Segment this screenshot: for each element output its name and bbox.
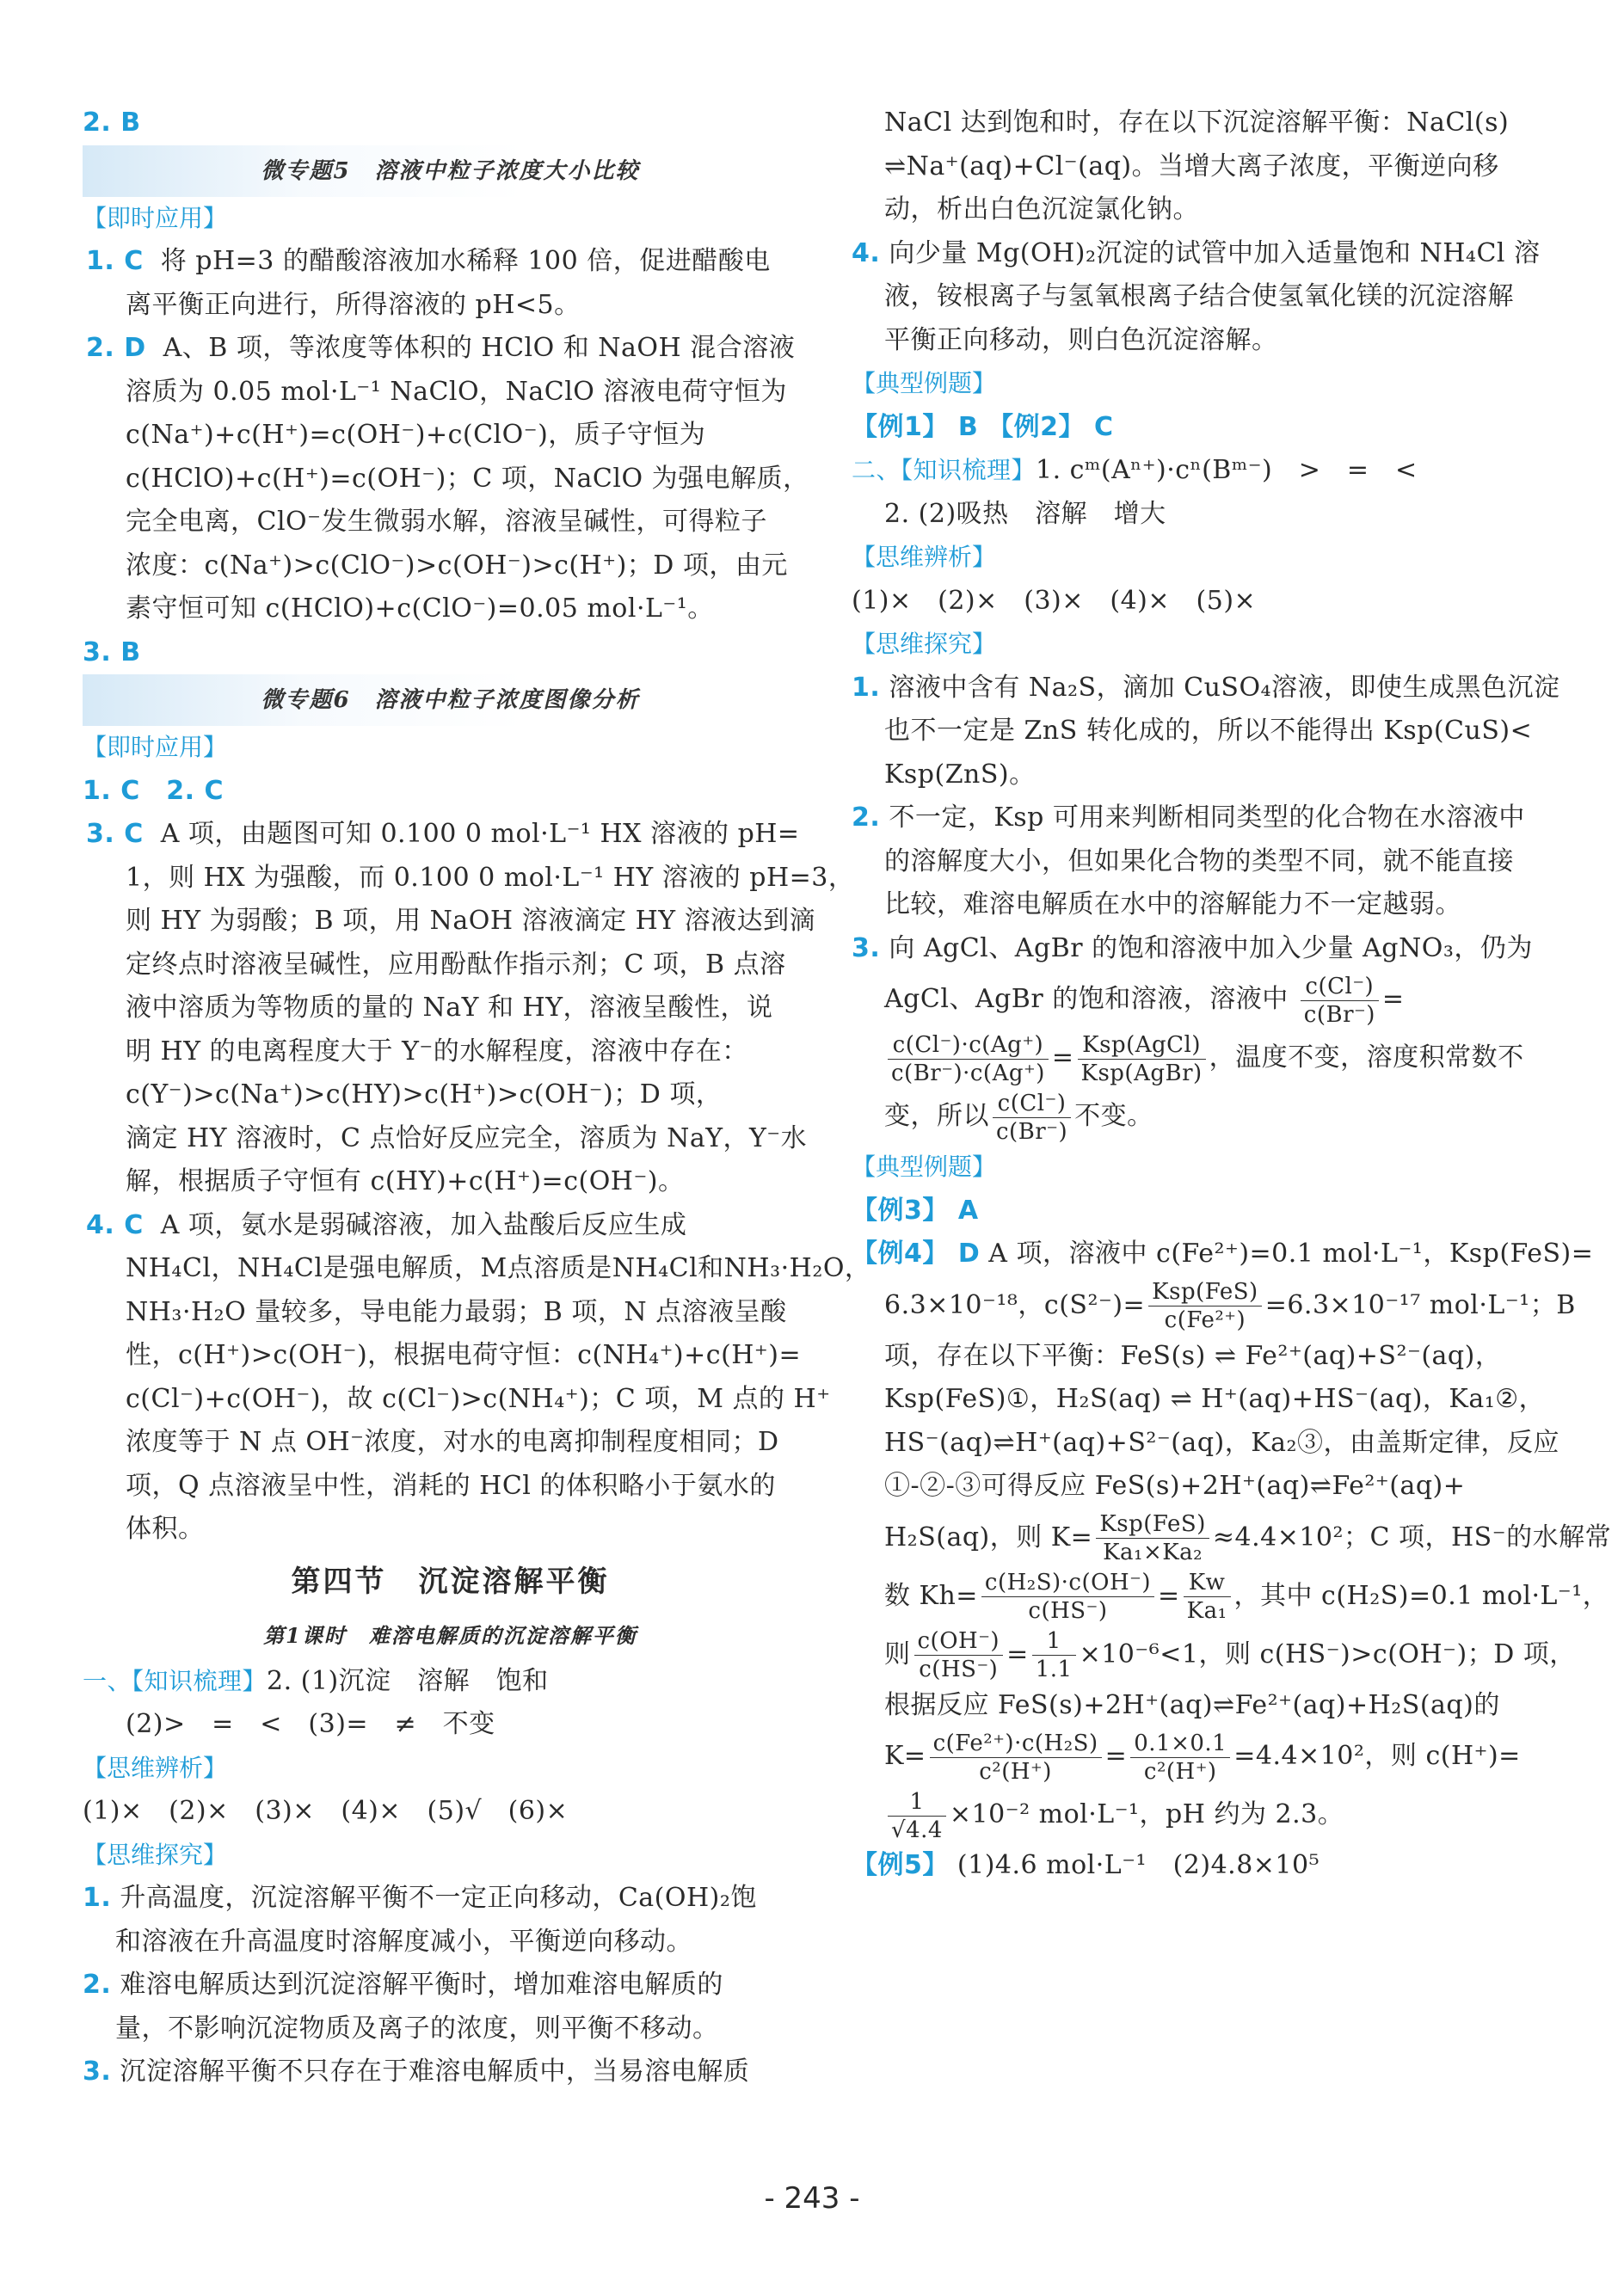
answer-line: 【例1】 B 【例2】 C — [852, 411, 1114, 442]
answer-line: 1. 溶液中含有 Na₂S，滴加 CuSO₄溶液，即使生成黑色沉淀 — [852, 672, 1560, 703]
answer-line: 3. 沉淀溶解平衡不只存在于难溶电解质中，当易溶电解质 — [83, 2057, 750, 2087]
answer-line: 则 HY 为弱酸；B 项，用 NaOH 溶液滴定 HY 溶液达到滴 — [126, 906, 816, 936]
answer-line: NH₄Cl，NH₄Cl是强电解质，M点溶质是NH₄Cl和NH₃·H₂O， — [126, 1253, 871, 1283]
answer-line: 3. C A 项，由题图可知 0.100 0 mol·L⁻¹ HX 溶液的 pH= — [86, 819, 800, 849]
answer-line: 素守恒可知 c(HClO)+c(ClO⁻)=0.05 mol·L⁻¹。 — [126, 593, 714, 624]
right-column — [852, 101, 1612, 1888]
fraction: $\frac{1}{1.1}$ — [1032, 1627, 1076, 1683]
fraction: $\frac{1}{√4.4}$ — [888, 1788, 946, 1844]
answer-line: 2. (2)吸热 溶解 增大 — [884, 498, 1166, 529]
answer-line: 1. 升高温度，沉淀溶解平衡不一定正向移动，Ca(OH)₂饱 — [83, 1883, 757, 1913]
answer-line: NaCl 达到饱和时，存在以下沉淀溶解平衡：NaCl(s) — [884, 108, 1510, 138]
topic-heading: 微专题5 溶液中粒子浓度大小比较 — [83, 145, 818, 197]
fraction: $\frac{c(Cl^-)}{c(Br^-)}$ — [1301, 973, 1379, 1029]
answer-line: 3. B — [83, 636, 141, 667]
answer-line: c(Y⁻)>c(Na⁺)>c(HY)>c(H⁺)>c(OH⁻)；D 项， — [126, 1079, 723, 1110]
fraction: $\frac{c(Cl^-)}{c(Br^-)}$ — [993, 1090, 1071, 1146]
topic-heading: 微专题6 溶液中粒子浓度图像分析 — [83, 674, 818, 726]
section-tag: 【思维辨析】 — [83, 1753, 228, 1782]
section-tag: 【即时应用】 — [83, 733, 228, 761]
answer-line: 4. C A 项，氨水是弱碱溶液，加入盐酸后反应生成 — [86, 1209, 687, 1240]
answer-line: 3. 向 AgCl、AgBr 的饱和溶液中加入少量 AgNO₃，仍为 — [852, 932, 1533, 963]
answer-line: 浓度：c(Na⁺)>c(ClO⁻)>c(OH⁻)>c(H⁺)；D 项，由元 — [126, 550, 788, 581]
fraction: $\frac{c(Cl^-)\cdot c(Ag^+)}{c(Br^-)\cdot c(Ag^+)}$ — [888, 1031, 1049, 1087]
answer-line: 动，析出白色沉淀氯化钠。 — [884, 194, 1199, 224]
fraction: $\frac{c(OH^-)}{c(HS^-)}$ — [914, 1627, 1004, 1683]
answer-line: 二、【知识梳理】1. cᵐ(Aⁿ⁺)·cⁿ(Bᵐ⁻) > = < — [852, 455, 1418, 485]
answer-line: c(Cl⁻)+c(OH⁻)，故 c(Cl⁻)>c(NH₄⁺)；C 项，M 点的 H⁺ — [126, 1383, 831, 1414]
answer-line: HS⁻(aq)⇌H⁺(aq)+S²⁻(aq)，Ka₂③，由盖斯定律，反应 — [884, 1427, 1560, 1458]
answer-line: 2. 不一定，Ksp 可用来判断相同类型的化合物在水溶液中 — [852, 802, 1525, 833]
answer-line: 性，c(H⁺)>c(OH⁻)，根据电荷守恒：c(NH₄⁺)+c(H⁺)= — [126, 1340, 802, 1370]
answer-line: 数 Kh= $\frac{\text{c(H₂S)·c(OH⁻)}}{c(HS^-)}$ = $\frac{Kw}{\text{Ka₁}}$ ，其中 c(H₂S)=0.1 mol·L⁻¹， — [884, 1570, 1609, 1624]
answer-line: Ksp(ZnS)。 — [884, 759, 1036, 790]
left-column — [83, 101, 871, 2094]
answer-line: ①-②-③可得反应 FeS(s)+2H⁺(aq)⇌Fe²⁺(aq)+ — [884, 1471, 1466, 1501]
section-tag: 【典型例题】 — [852, 1153, 997, 1181]
answer-line: 一、【知识梳理】2. (1)沉淀 溶解 饱和 — [83, 1665, 549, 1696]
answer-line: 也不一定是 ZnS 转化成的，所以不能得出 Ksp(CuS)< — [884, 716, 1533, 746]
answer-line: c(Na⁺)+c(H⁺)=c(OH⁻)+c(ClO⁻)，质子守恒为 — [126, 420, 706, 450]
answer-line: 2. D A、B 项，等浓度等体积的 HClO 和 NaOH 混合溶液 — [86, 333, 796, 363]
answer-line: 浓度等于 N 点 OH⁻浓度，对水的电离抑制程度相同；D — [126, 1427, 779, 1457]
answer-line: 项，存在以下平衡：FeS(s) ⇌ Fe²⁺(aq)+S²⁻(aq)， — [884, 1340, 1502, 1371]
answer-line: 变，所以 $\frac{c(Cl^-)}{c(Br^-)}$ 不变。 — [884, 1090, 1153, 1145]
section-tag: 【典型例题】 — [852, 369, 997, 397]
answer-line: 【例3】 A — [852, 1195, 979, 1226]
answer-line: 液中溶质为等物质的量的 NaY 和 HY，溶液呈酸性，说 — [126, 993, 773, 1023]
fraction: $\frac{0.1\times 0.1}{\text{c²(H⁺)}}$ — [1130, 1730, 1230, 1786]
answer-line: 完全电离，ClO⁻发生微弱水解，溶液呈碱性，可得粒子 — [126, 507, 767, 537]
answer-line: K= $\frac{\text{c(Fe²⁺)·c(H₂S)}}{\text{c²(H⁺)}}$ = $\frac{0.1\times 0.1}{\text{c²(H⁺)}}$ =4.4×10²，则 c(H⁺)= — [884, 1730, 1521, 1785]
answer-line: 2. B — [83, 108, 141, 138]
answer-line: 解，根据质子守恒有 c(HY)+c(H⁺)=c(OH⁻)。 — [126, 1166, 685, 1196]
answer-line: 则 $\frac{c(OH^-)}{c(HS^-)}$ = $\frac{1}{1.1}$ ×10⁻⁶<1，则 c(HS⁻)>c(OH⁻)；D 项， — [884, 1628, 1576, 1682]
answer-line: 【例4】 D A 项，溶液中 c(Fe²⁺)=0.1 mol·L⁻¹，Ksp(FeS)= — [852, 1239, 1594, 1269]
answer-line: 1. C 2. C — [83, 775, 224, 806]
page-number: - 243 - — [764, 2181, 860, 2216]
answer-line: (1)× (2)× (3)× (4)× (5)√ (6)× — [83, 1796, 569, 1826]
answer-line: 离平衡正向进行，所得溶液的 pH<5。 — [126, 289, 581, 320]
lesson-title: 第1课时 难溶电解质的沉淀溶解平衡 — [263, 1622, 637, 1648]
fraction: $\frac{Kw}{\text{Ka₁}}$ — [1184, 1569, 1231, 1625]
answer-line: 6.3×10⁻¹⁸，c(S²⁻)= $\frac{\text{Ksp(FeS)}}{\text{c(Fe²⁺)}}$ =6.3×10⁻¹⁷ mol·L⁻¹；B — [884, 1279, 1576, 1333]
answer-line: $\frac{1}{√4.4}$ ×10⁻² mol·L⁻¹，pH 约为 2.3。 — [852, 1786, 1587, 1844]
section-tag: 【思维探究】 — [852, 630, 997, 658]
answer-line: 1. C 将 pH=3 的醋酸溶液加水稀释 100 倍，促进醋酸电 — [86, 246, 771, 276]
answer-line: 的溶解度大小，但如果化合物的类型不同，就不能直接 — [884, 845, 1514, 876]
answer-line: Ksp(FeS)①，H₂S(aq) ⇌ H⁺(aq)+HS⁻(aq)，Ka₁②， — [884, 1384, 1546, 1414]
fraction: $\frac{\text{Ksp(FeS)}}{\text{Ka₁×Ka₂}}$ — [1096, 1510, 1209, 1566]
fraction: $\frac{\text{Ksp(FeS)}}{\text{c(Fe²⁺)}}$ — [1148, 1278, 1262, 1334]
fraction: $\frac{\text{Ksp(AgCl)}}{\text{Ksp(AgBr)}}$ — [1078, 1031, 1206, 1087]
section-tag: 【即时应用】 — [83, 203, 228, 232]
answer-line: c(HClO)+c(H⁺)=c(OH⁻)；C 项，NaClO 为强电解质， — [126, 463, 809, 494]
answer-line: 平衡正向移动，则白色沉淀溶解。 — [884, 324, 1278, 355]
answer-line: 项，Q 点溶液呈中性，消耗的 HCl 的体积略小于氨水的 — [126, 1470, 776, 1501]
answer-line: 体积。 — [126, 1514, 205, 1544]
answer-line: 1，则 HX 为强酸，而 0.100 0 mol·L⁻¹ HY 溶液的 pH=3， — [126, 862, 855, 893]
answer-line: 比较，难溶电解质在水中的溶解能力不一定越弱。 — [884, 889, 1461, 919]
fraction: $\frac{\text{c(Fe²⁺)·c(H₂S)}}{\text{c²(H⁺)}}$ — [930, 1730, 1102, 1786]
answer-line: H₂S(aq)，则 K= $\frac{\text{Ksp(FeS)}}{\text{Ka₁×Ka₂}}$ ≈4.4×10²；C 项，HS⁻的水解常 — [884, 1511, 1612, 1565]
answer-line: 明 HY 的电离程度大于 Y⁻的水解程度，溶液中存在： — [126, 1036, 748, 1067]
answer-line: ⇌Na⁺(aq)+Cl⁻(aq)。当增大离子浓度，平衡逆向移 — [884, 151, 1499, 181]
section-title: 第四节 沉淀溶解平衡 — [291, 1564, 610, 1599]
answer-line: $\frac{c(Cl^-)\cdot c(Ag^+)}{c(Br^-)\cdot c(Ag^+)}$ = $\frac{\text{Ksp(AgCl)}}{\text{Ksp(AgBr)}}$ ，温度不变，溶度积常数不 — [852, 1029, 1587, 1087]
answer-line: 溶质为 0.05 mol·L⁻¹ NaClO，NaClO 溶液电荷守恒为 — [126, 376, 787, 407]
answer-line: 根据反应 FeS(s)+2H⁺(aq)⇌Fe²⁺(aq)+H₂S(aq)的 — [884, 1689, 1500, 1720]
answer-line: 定终点时溶液呈碱性，应用酚酞作指示剂；C 项，B 点溶 — [126, 949, 786, 980]
answer-line: (1)× (2)× (3)× (4)× (5)× — [852, 585, 1257, 616]
answer-line: (2)> = < (3)= ≠ 不变 — [126, 1709, 495, 1739]
answer-line: 4. 向少量 Mg(OH)₂沉淀的试管中加入适量饱和 NH₄Cl 溶 — [852, 237, 1541, 268]
answer-line: AgCl、AgBr 的饱和溶液，溶液中 $\frac{c(Cl^-)}{c(Br^-)}$ = — [884, 973, 1405, 1028]
answer-line: 液，铵根离子与氢氧根离子结合使氢氧化镁的沉淀溶解 — [884, 281, 1514, 311]
answer-line: 2. 难溶电解质达到沉淀溶解平衡时，增加难溶电解质的 — [83, 1970, 723, 2000]
answer-line: 量，不影响沉淀物质及离子的浓度，则平衡不移动。 — [115, 2013, 719, 2044]
section-tag: 【思维辨析】 — [852, 543, 997, 571]
answer-line: NH₃·H₂O 量较多，导电能力最弱；B 项，N 点溶液呈酸 — [126, 1296, 787, 1327]
answer-line: 【例5】 (1)4.6 mol·L⁻¹ (2)4.8×10⁵ — [852, 1850, 1320, 1880]
section-tag: 【思维探究】 — [83, 1840, 228, 1869]
fraction: $\frac{\text{c(H₂S)·c(OH⁻)}}{c(HS^-)}$ — [981, 1569, 1154, 1625]
answer-line: 和溶液在升高温度时溶解度减小，平衡逆向移动。 — [115, 1926, 692, 1957]
answer-line: 滴定 HY 溶液时，C 点恰好反应完全，溶质为 NaY，Y⁻水 — [126, 1122, 808, 1153]
